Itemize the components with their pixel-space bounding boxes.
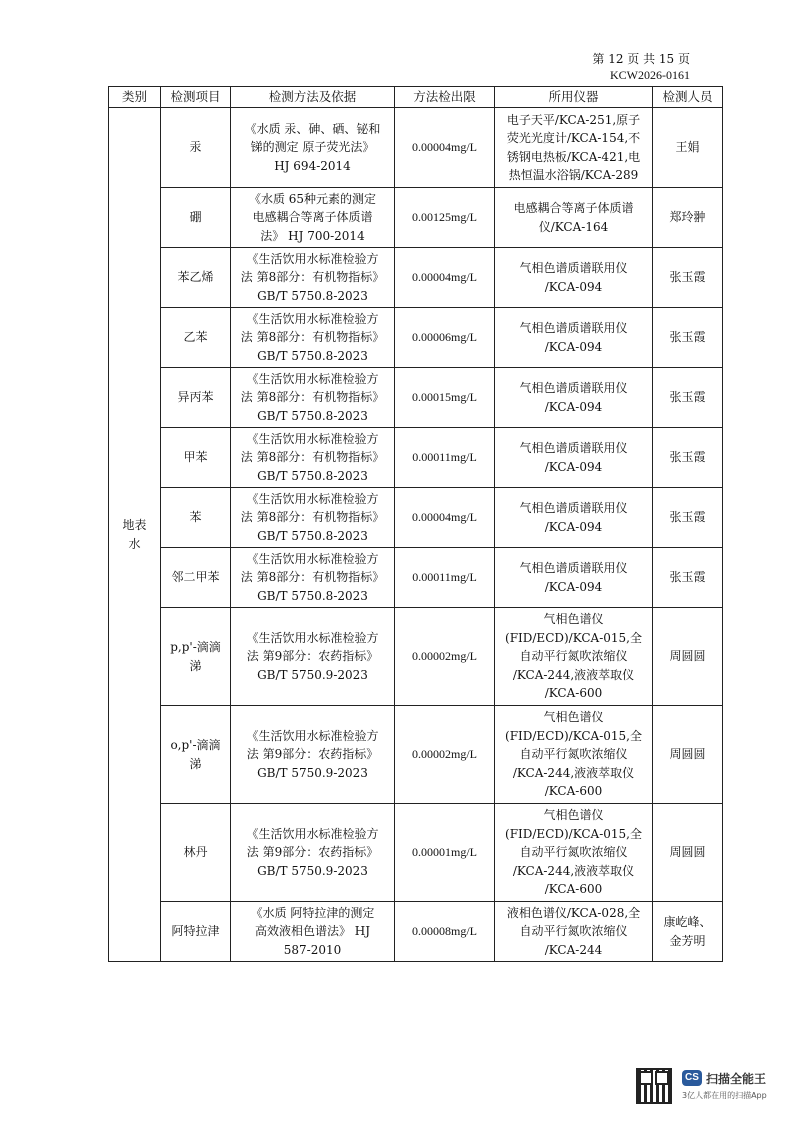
table-row [109,188,723,248]
instrument-cell: 气相色谱质谱联用仪 /KCA-094 [495,428,653,488]
camscanner-watermark [636,1068,776,1110]
item-cell: 异丙苯 [161,368,231,428]
limit-cell: 0.00015mg/L [395,368,495,428]
method-cell: 《水质 65种元素的测定 电感耦合等离子体质谱 法》 HJ 700-2014 [231,188,395,248]
method-cell: 《生活饮用水标准检验方 法 第8部分：有机物指标》 GB/T 5750.8-2023 [231,488,395,548]
person-cell: 郑玲翀 [653,188,723,248]
limit-cell: 0.00002mg/L [395,706,495,804]
method-cell: 《生活饮用水标准检验方 法 第8部分：有机物指标》 GB/T 5750.8-2023 [231,368,395,428]
person-cell: 周圆圆 [653,804,723,902]
report-number: KCW2026-0161 [610,68,690,82]
instrument-cell: 电感耦合等离子体质谱 仪/KCA-164 [495,188,653,248]
method-cell: 《生活饮用水标准检验方 法 第9部分：农药指标》 GB/T 5750.9-2023 [231,706,395,804]
app-name: 扫描全能王 [706,1072,767,1086]
method-cell: 《水质 阿特拉津的测定 高效液相色谱法》 HJ 587-2010 [231,902,395,962]
person-cell: 张玉霞 [653,488,723,548]
table-row [109,608,723,706]
person-cell: 周圆圆 [653,608,723,706]
item-cell: 苯乙烯 [161,248,231,308]
table-row [109,548,723,608]
person-cell: 张玉霞 [653,368,723,428]
instrument-cell: 气相色谱仪 (FID/ECD)/KCA-015,全 自动平行氮吹浓缩仪 /KCA-244,液液萃取仪 /KCA-600 [495,706,653,804]
category-cell: 地表 水 [109,108,161,962]
instrument-cell: 气相色谱质谱联用仪 /KCA-094 [495,248,653,308]
app-tagline: 3亿人都在用的扫描App [682,1091,767,1100]
method-cell: 《生活饮用水标准检验方 法 第8部分：有机物指标》 GB/T 5750.8-2023 [231,548,395,608]
person-cell: 周圆圆 [653,706,723,804]
method-cell: 《生活饮用水标准检验方 法 第8部分：有机物指标》 GB/T 5750.8-2023 [231,248,395,308]
instrument-cell: 气相色谱质谱联用仪 /KCA-094 [495,548,653,608]
instrument-cell: 气相色谱仪 (FID/ECD)/KCA-015,全 自动平行氮吹浓缩仪 /KCA-244,液液萃取仪 /KCA-600 [495,608,653,706]
header-item: 检测项目 [161,87,231,108]
limit-cell: 0.00011mg/L [395,428,495,488]
person-cell: 张玉霞 [653,428,723,488]
method-cell: 《生活饮用水标准检验方 法 第8部分：有机物指标》 GB/T 5750.8-2023 [231,308,395,368]
person-cell: 张玉霞 [653,308,723,368]
item-cell: 甲苯 [161,428,231,488]
table-row [109,902,723,962]
instrument-cell: 气相色谱质谱联用仪 /KCA-094 [495,488,653,548]
instrument-cell: 气相色谱质谱联用仪 /KCA-094 [495,308,653,368]
limit-cell: 0.00004mg/L [395,248,495,308]
method-cell: 《生活饮用水标准检验方 法 第9部分：农药指标》 GB/T 5750.9-2023 [231,804,395,902]
header-limit: 方法检出限 [395,87,495,108]
item-cell: 苯 [161,488,231,548]
item-cell: 汞 [161,108,231,188]
table-row [109,248,723,308]
method-cell: 《生活饮用水标准检验方 法 第8部分：有机物指标》 GB/T 5750.8-2023 [231,428,395,488]
camscanner-logo-icon: CS [682,1070,702,1086]
limit-cell: 0.00001mg/L [395,804,495,902]
header-person: 检测人员 [653,87,723,108]
table-row [109,308,723,368]
item-cell: p,p'-滴滴 涕 [161,608,231,706]
person-cell: 张玉霞 [653,548,723,608]
instrument-cell: 电子天平/KCA-251,原子 荧光光度计/KCA-154,不 锈钢电热板/KCA-421,电 热恒温水浴锅/KCA-289 [495,108,653,188]
table-row [109,108,723,188]
item-cell: 林丹 [161,804,231,902]
table-row [109,428,723,488]
instrument-cell: 液相色谱仪/KCA-028,全 自动平行氮吹浓缩仪 /KCA-244 [495,902,653,962]
item-cell: 乙苯 [161,308,231,368]
table-row [109,706,723,804]
limit-cell: 0.00006mg/L [395,308,495,368]
item-cell: o,p'-滴滴 涕 [161,706,231,804]
method-cell: 《生活饮用水标准检验方 法 第9部分：农药指标》 GB/T 5750.9-2023 [231,608,395,706]
table-row [109,804,723,902]
limit-cell: 0.00004mg/L [395,488,495,548]
page-number: 第 12 页 共 15 页 [592,52,690,66]
qr-code-icon [636,1068,672,1104]
limit-cell: 0.00008mg/L [395,902,495,962]
item-cell: 邻二甲苯 [161,548,231,608]
limit-cell: 0.00011mg/L [395,548,495,608]
limit-cell: 0.00002mg/L [395,608,495,706]
person-cell: 王娟 [653,108,723,188]
header-instrument: 所用仪器 [495,87,653,108]
limit-cell: 0.00004mg/L [395,108,495,188]
item-cell: 硼 [161,188,231,248]
item-cell: 阿特拉津 [161,902,231,962]
person-cell: 张玉霞 [653,248,723,308]
method-cell: 《水质 汞、砷、硒、铋和 锑的测定 原子荧光法》 HJ 694-2014 [231,108,395,188]
table-header-row [109,87,723,108]
test-method-table [108,86,723,962]
header-method: 检测方法及依据 [231,87,395,108]
header-category: 类别 [109,87,161,108]
instrument-cell: 气相色谱质谱联用仪 /KCA-094 [495,368,653,428]
person-cell: 康屹峰、 金芳明 [653,902,723,962]
table-row [109,368,723,428]
limit-cell: 0.00125mg/L [395,188,495,248]
table-row [109,488,723,548]
instrument-cell: 气相色谱仪 (FID/ECD)/KCA-015,全 自动平行氮吹浓缩仪 /KCA-244,液液萃取仪 /KCA-600 [495,804,653,902]
